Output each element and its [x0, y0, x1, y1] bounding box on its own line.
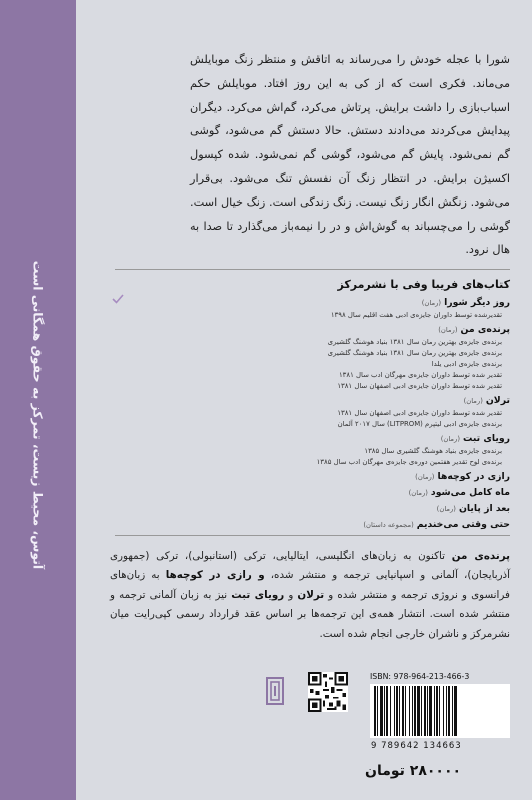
barcode-bar: [434, 686, 435, 736]
barcode-bar: [427, 686, 428, 736]
barcode-bar: [417, 686, 420, 736]
award-line: تقدیر شده توسط داوران جایزه‌ی مهرگان ادب سال ۱۳۸۱: [338, 371, 502, 379]
book-entry: [100, 394, 510, 430]
award-line: تقدیرشده توسط داوران جایزه‌ی ادبی هفت اقلیم سال ۱۳۹۸: [330, 311, 502, 319]
book-title-text: پرنده‌ی من: [460, 324, 510, 335]
book-title-text: رازی در کوچه‌ها: [437, 471, 510, 482]
barcode-bar: [424, 686, 426, 736]
book-title: [100, 296, 510, 310]
book-genre: (رمان): [415, 473, 435, 481]
book-genre: (مجموعه داستان): [363, 521, 414, 529]
barcode-bar: [436, 686, 438, 736]
book-title-text: رویای تبت: [463, 433, 510, 444]
translation-paragraph: [110, 547, 510, 644]
book-name-4: رویای تبت: [231, 588, 285, 601]
barcode-bar: [380, 686, 383, 736]
barcode-bar: [454, 686, 457, 736]
price: ۲۸۰۰۰۰ تومان: [365, 763, 462, 779]
barcode-bar: [421, 686, 422, 736]
award-line: تقدیر شده توسط داوران جایزه‌ی ادبی اصفهان سال ۱۳۸۱: [337, 409, 502, 417]
barcode-bar: [439, 686, 440, 736]
barcode-bar: [399, 686, 400, 736]
book-title: [100, 470, 510, 484]
book-genre: (رمان): [463, 397, 483, 405]
book-name-2: و رازی در کوچه‌ها: [165, 569, 265, 582]
award-line: برنده‌ی جایزه‌ی بنیاد هوشنگ گلشیری سال ۱۳۸۵: [364, 447, 502, 455]
barcode-bar: [409, 686, 410, 736]
book-name-1: پرنده‌ی من: [451, 550, 510, 562]
book-genre: (رمان): [438, 326, 458, 334]
book-title: [100, 486, 510, 500]
book-entry: [100, 296, 510, 321]
barcode-bar: [390, 686, 391, 736]
barcode-bar: [374, 686, 376, 736]
book-name-3: ترلان: [297, 588, 325, 601]
books-heading: کتاب‌های فریبا وفی با نشرمرکز: [337, 278, 510, 291]
book-title-text: بعد از پایان: [458, 503, 510, 514]
barcode-bar: [377, 686, 378, 736]
barcode-bar: [384, 686, 385, 736]
barcode-bar: [446, 686, 447, 736]
qr-code: [308, 672, 348, 712]
barcode-bar: [414, 686, 416, 736]
book-title-text: ترلان: [485, 395, 510, 406]
book-title: [100, 432, 510, 446]
barcode-number: 9 789642 134663: [371, 741, 462, 751]
book-title-text: روز دیگر شورا: [444, 297, 510, 308]
award-line: تقدیر شده توسط داوران جایزه‌ی ادبی اصفهان سال ۱۳۸۱: [337, 382, 502, 390]
book-entry: [100, 518, 510, 532]
books-list: [100, 296, 510, 534]
book-entry: [100, 502, 510, 516]
barcode: [370, 684, 510, 738]
book-title-text: ماه کامل می‌شود: [430, 487, 510, 498]
barcode-bar: [394, 686, 395, 736]
barcode-bar: [396, 686, 398, 736]
barcode-bar: [429, 686, 432, 736]
translation-text-1: تاکنون به زبان‌های انگلیسی، ایتالیایی، ترکی (استانبولی)، ترکی (جمهوری آذربایجان)، آلمانی و اسپانیایی ترجمه و منتشر شده،: [110, 550, 510, 582]
book-title: [100, 394, 510, 408]
book-genre: (رمان): [436, 505, 456, 513]
book-entry: [100, 486, 510, 500]
side-band-text: آتوس، محیط زیست، تمرکز به حقوق همگانی است: [30, 260, 46, 570]
barcode-bar: [443, 686, 444, 736]
barcode-bar: [452, 686, 453, 736]
book-genre: (رمان): [421, 299, 442, 307]
side-band: [0, 0, 76, 800]
award-line: برنده‌ی جایزه‌ی ادبی یلدا: [431, 360, 502, 368]
isbn-label: ISBN: 978-964-213-466-3: [370, 672, 470, 681]
translation-text-4: نیز به زبان آلمانی ترجمه و منتشر شده است. انتشار همه‌ی این ترجمه‌ها بر اساس عقد قرارداد رسمی کپی‌رایت میان نشرمرکز و ناشران خارجی انجام شده است.: [110, 588, 510, 640]
book-title: [100, 323, 510, 337]
book-entry: [100, 470, 510, 484]
translation-text-3: و: [284, 588, 298, 601]
award-line: برنده‌ی جایزه‌ی بهترین رمان سال ۱۳۸۱ بنیاد هوشنگ گلشیری: [327, 338, 502, 346]
book-genre: (رمان): [408, 489, 428, 497]
book-entry: [100, 323, 510, 392]
book-title-text: حتی وقتی می‌خندیم: [416, 519, 510, 530]
barcode-bar: [402, 686, 404, 736]
award-line: برنده‌ی لوح تقدیر هفتمین دوره‌ی جایزه‌ی مهرگان ادب سال ۱۳۸۵: [316, 458, 502, 466]
divider-top: [115, 269, 510, 270]
barcode-bar: [386, 686, 388, 736]
award-line: برنده‌ی جایزه‌ی ادبی لیتپرم (LITPROM) سال ۲۰۱۷ آلمان: [337, 420, 502, 428]
barcode-bar: [405, 686, 406, 736]
translation-text-2: به زبان‌های فرانسوی و نروژی ترجمه و منتشر شده و: [110, 569, 510, 601]
award-line: برنده‌ی جایزه‌ی بهترین رمان سال ۱۳۸۱ بنیاد هوشنگ گلشیری: [327, 349, 502, 357]
divider-bottom: [115, 535, 510, 536]
book-title: [100, 502, 510, 516]
barcode-bar: [448, 686, 450, 736]
blurb-text: شورا با عجله خودش را می‌رساند به اتاقش و منتظر زنگ موبایلش می‌ماند. فکری است که از کی به این روز افتاد. موبایلش حکم اسباب‌بازی را داشت برایش. پرتاش می‌کرد، گم‌اش می‌کرد. دیگران پیدایش می‌کردند می‌دادند دستش. حالا دستش گم می‌شود، گوشی گم نمی‌شود. پایش گم می‌شود، گوشی گم نمی‌شود. شده کپسول اکسیژن برایش. در انتظار زنگ آن نفسش تنگ می‌شود. بی‌قرار می‌شود. زنگش انگار زنگ نیست. زنگ زندگی است. زنگ خیال است. گوشی را می‌چسباند به گوش‌اش و در را نیمه‌باز می‌گذارد تا صدا به هال نرود.: [190, 53, 510, 257]
book-title: [100, 518, 510, 532]
book-genre: (رمان): [440, 435, 460, 443]
barcode-bar: [412, 686, 413, 736]
book-entry: [100, 432, 510, 468]
publisher-logo: [265, 676, 285, 706]
